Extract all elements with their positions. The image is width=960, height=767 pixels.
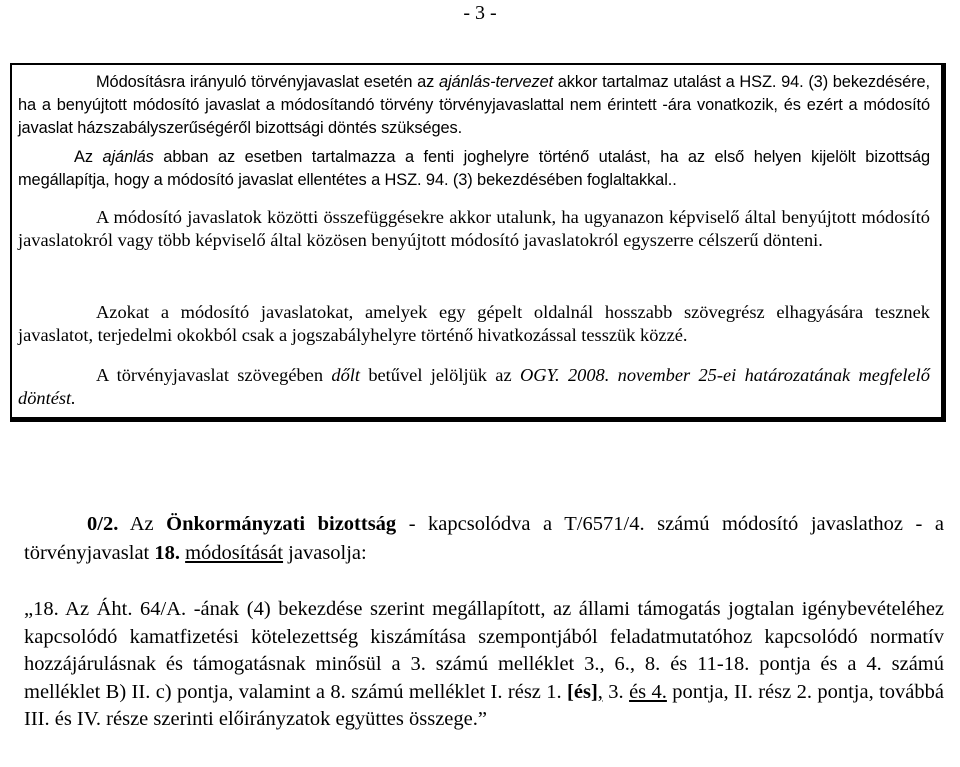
note-paragraph-3: A módosító javaslatok közötti összefüggésekre akkor utalunk, ha ugyanazon képviselő által benyújtott módosító javaslatokról vagy több képviselő által közösen benyújtott módosító javaslatokról egyszerre célszerű dönteni.: [18, 207, 930, 250]
note-paragraph-1: Módosításra irányuló törvényjavaslat esetén az ajánlás-tervezet akkor tartalmaz utalást a HSZ. 94. (3) bekezdésére, ha a benyújtott módosító javaslat a módosítandó törvény törvényjavaslattal nem érintett -ára vonatkozik, és ezért a módosító javaslat házszabályszerűségéről bizottsági döntés szükséges.: [18, 73, 930, 137]
amendment-quote: „18. Az Áht. 64/A. -ának (4) bekezdése szerint megállapított, az állami támogatás jogtalan igénybevételéhez kapcsolódó kamatfizetési kötelezettség kiszámítása szempontjából feladatmutatóhoz kapcsolódó normatív hozzájárulásnak és támogatásnak minősül a 3. számú melléklet 3., 6., 8. és 11-18. pontja és a 4. számú melléklet B) II. c) pontja, valamint a 8. számú melléklet I. rész 1. [és], 3. és 4. pontja, II. rész 2. pontja, továbbá III. és IV. része szerinti előirányzatok együttes összege.”: [24, 598, 945, 730]
note-paragraph-5: A törvényjavaslat szövegében dőlt betűvel jelöljük az OGY. 2008. november 25-ei határozatának megfelelő döntést.: [18, 365, 930, 408]
notes-box: [10, 63, 946, 422]
note-paragraph-2: Az ajánlás abban az esetben tartalmazza a fenti joghelyre történő utalást, ha az első helyen kijelölt bizottság megállapítja, hogy a módosító javaslat ellentétes a HSZ. 94. (3) bekezdésében foglaltakkal..: [18, 148, 931, 189]
note-paragraph-4: Azokat a módosító javaslatokat, amelyek egy gépelt oldalnál hosszabb szövegrész elhagyására tesznek javaslatot, terjedelmi okokból csak a jogszabályhelyre történő hivatkozással tesszük közzé.: [18, 302, 930, 345]
proposal-heading: 0/2. Az Önkormányzati bizottság - kapcsolódva a T/6571/4. számú módosító javaslathoz - a törvényjavaslat 18. módosítását javasolja:: [24, 513, 944, 564]
page-number: - 3 -: [463, 2, 497, 24]
